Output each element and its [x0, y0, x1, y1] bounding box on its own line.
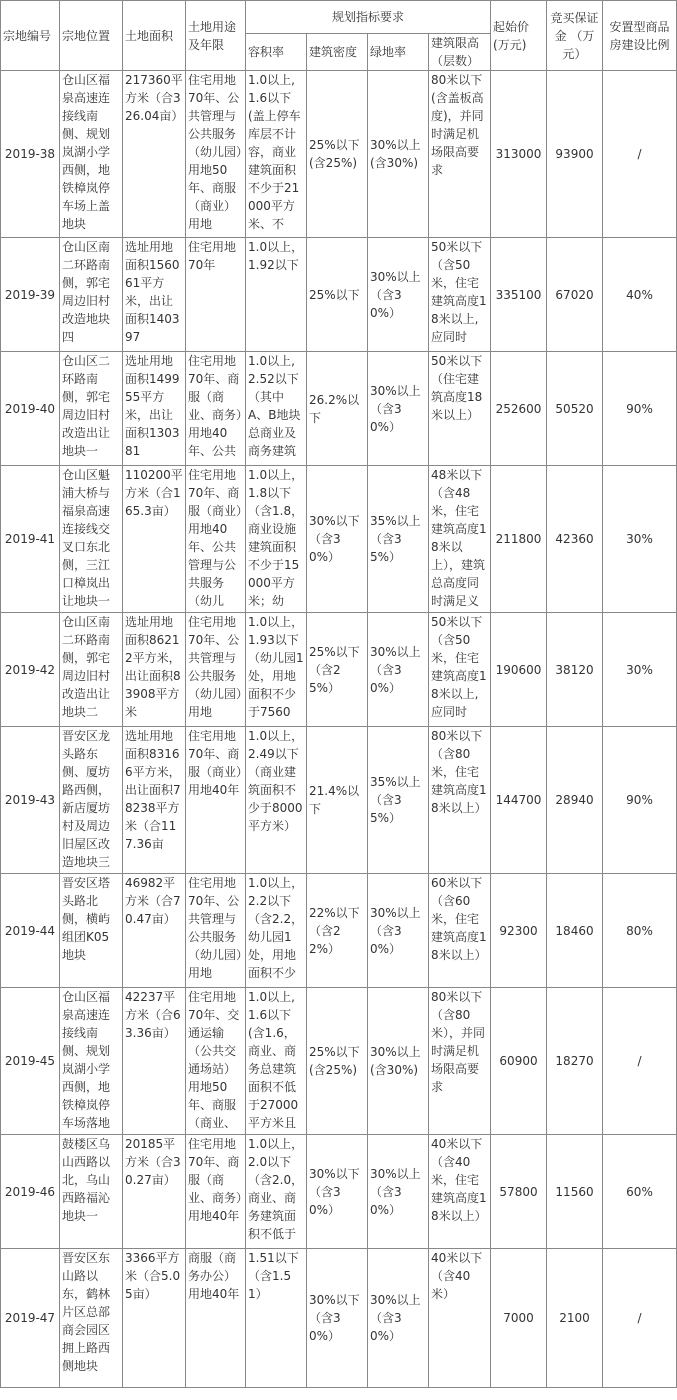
cell-area [123, 727, 186, 874]
table-row [1, 352, 677, 466]
cell-height-text: 80米以下(含盖板高度)，并同时满足机场限高要求 [431, 73, 484, 177]
cell-height [429, 1135, 491, 1249]
cell-deposit-text: 38120 [555, 662, 594, 677]
cell-id [1, 1249, 60, 1388]
cell-location-text: 仓山区福泉高速连接线南侧、规划岚湖小学西侧，地铁樟岚停车场落地 [62, 990, 111, 1130]
cell-start-price-text: 190600 [495, 662, 542, 677]
cell-density-text: 25%以下(含25%) [309, 1045, 360, 1077]
cell-use [186, 613, 246, 727]
cell-start-price-text: 92300 [499, 923, 538, 938]
cell-density-text: 25%以下（含25%） [309, 644, 360, 695]
cell-use-text: 住宅用地70年、公共管理与公共服务（幼儿园）用地 [188, 615, 243, 719]
cell-resettlement-text: 40% [626, 287, 653, 302]
cell-location [60, 1135, 123, 1249]
cell-location-text: 晋安区东山路以东，鹤林片区总部商会园区拥上路西侧地块 [62, 1251, 111, 1373]
cell-height-text: 50米以下（含50米，住宅建筑高度18米以上,应同时 [431, 615, 487, 719]
cell-density-text: 22%以下（含22%） [309, 905, 360, 956]
cell-resettlement [603, 874, 677, 988]
cell-area-text: 20185平方米（合30.27亩） [125, 1137, 181, 1187]
header-height: 建筑限高（层数） [429, 34, 491, 71]
cell-id-text: 2019-47 [4, 1311, 56, 1325]
cell-id-text: 2019-41 [4, 532, 56, 546]
cell-resettlement [603, 727, 677, 874]
cell-id [1, 613, 60, 727]
cell-height [429, 352, 491, 466]
cell-location [60, 71, 123, 238]
cell-deposit-text: 28940 [555, 793, 594, 807]
cell-height [429, 466, 491, 613]
cell-green [368, 1249, 429, 1388]
cell-id-text: 2019-45 [4, 1054, 56, 1068]
cell-density-text: 25%以下(含25%) [309, 138, 360, 170]
cell-far-text: 1.0以上，2.0以下（含2.0，商业、商务建筑面积不低于 [248, 1137, 304, 1241]
cell-resettlement-text: 30% [626, 532, 653, 546]
cell-density [307, 613, 368, 727]
cell-deposit-text: 67020 [555, 287, 594, 302]
cell-green-text: 30%以上（含30%） [370, 905, 421, 956]
cell-deposit-text: 2100 [559, 1311, 590, 1325]
cell-area [123, 352, 186, 466]
cell-area [123, 71, 186, 238]
cell-start-price-text: 144700 [495, 793, 542, 807]
cell-resettlement [603, 613, 677, 727]
cell-deposit [547, 352, 603, 466]
cell-deposit [547, 71, 603, 238]
table-row [1, 466, 677, 613]
cell-area-text: 3366平方米（合5.05亩） [125, 1251, 181, 1301]
cell-use-text: 住宅用地70年 [188, 240, 237, 272]
cell-far [246, 238, 307, 352]
cell-use [186, 238, 246, 352]
cell-area-text: 选址用地面积149955平方米，出让面积130381 [125, 354, 180, 458]
cell-green [368, 238, 429, 352]
cell-id [1, 71, 60, 238]
cell-height-text: 80米以下（含80米，住宅建筑高度18米以上） [431, 729, 487, 815]
cell-start-price-text: 57800 [499, 1184, 538, 1199]
cell-id-text: 2019-42 [4, 662, 56, 677]
header-far: 容积率 [246, 34, 307, 71]
cell-area [123, 466, 186, 613]
cell-start-price [491, 874, 547, 988]
cell-far [246, 874, 307, 988]
cell-location-text: 仓山区南二环路南侧，郭宅周边旧村改造地块四 [62, 240, 111, 344]
cell-resettlement [603, 1249, 677, 1388]
cell-far [246, 1135, 307, 1249]
cell-far-text: 1.0以上，1.92以下 [248, 240, 304, 272]
cell-location-text: 仓山区魁浦大桥与福泉高速连接线交叉口东北侧，三江口樟岚出让地块一 [62, 468, 111, 608]
cell-height [429, 238, 491, 352]
cell-far-text: 1.0以上，2.2以下（含2.2，幼儿园1处，用地面积不少 [248, 876, 304, 980]
cell-height [429, 874, 491, 988]
cell-resettlement-text: / [637, 147, 642, 161]
cell-use-text: 住宅用地70年、商服（商业、商务）用地40年 [188, 1137, 243, 1223]
table-row [1, 1135, 677, 1249]
cell-use-text: 住宅用地70年、交通运输（公共交通场站）用地50年、商服（商业、 [188, 990, 240, 1130]
cell-density [307, 71, 368, 238]
cell-deposit [547, 466, 603, 613]
cell-resettlement [603, 466, 677, 613]
header-planning-group: 规划指标要求 [246, 1, 491, 34]
cell-deposit [547, 613, 603, 727]
cell-resettlement-text: 60% [626, 1184, 653, 1199]
cell-deposit-text: 18460 [555, 923, 594, 938]
header-resettlement: 安置型商品房建设比例 [603, 1, 677, 71]
cell-resettlement-text: / [637, 1311, 642, 1325]
cell-density-text: 30%以下（含30%） [309, 1293, 360, 1343]
cell-green-text: 30%以上（含30%） [370, 1293, 421, 1343]
cell-id-text: 2019-40 [4, 401, 56, 416]
header-deposit: 竞买保证金 （万元） [547, 1, 603, 71]
table-row [1, 727, 677, 874]
cell-use [186, 988, 246, 1135]
cell-green [368, 352, 429, 466]
cell-start-price-text: 60900 [499, 1054, 538, 1068]
cell-density [307, 352, 368, 466]
cell-location [60, 238, 123, 352]
cell-start-price-text: 211800 [495, 532, 542, 546]
cell-deposit-text: 18270 [555, 1054, 594, 1068]
cell-far [246, 71, 307, 238]
header-location: 宗地位置 [60, 1, 123, 71]
cell-height [429, 71, 491, 238]
cell-far [246, 988, 307, 1135]
cell-height-text: 48米以下（含48米，住宅建筑高度18米以上），建筑总高度同时满足义 [431, 468, 487, 608]
cell-id-text: 2019-38 [4, 147, 56, 161]
cell-height-text: 40米以下（含40米） [431, 1251, 483, 1301]
cell-far [246, 466, 307, 613]
cell-id [1, 727, 60, 874]
cell-resettlement [603, 988, 677, 1135]
cell-id-text: 2019-46 [4, 1184, 56, 1199]
cell-id [1, 1135, 60, 1249]
cell-height [429, 1249, 491, 1388]
cell-deposit [547, 988, 603, 1135]
cell-location [60, 466, 123, 613]
cell-start-price-text: 313000 [495, 147, 542, 161]
cell-area-text: 选址用地面积83166平方米，出让面积78238平方米（合117.36亩 [125, 729, 181, 851]
cell-deposit [547, 238, 603, 352]
cell-use [186, 874, 246, 988]
cell-start-price [491, 352, 547, 466]
cell-id [1, 988, 60, 1135]
cell-area [123, 1249, 186, 1388]
cell-resettlement-text: 80% [626, 923, 653, 938]
cell-height [429, 988, 491, 1135]
cell-far-text: 1.0以上,2.52以下（其中A、B地块总商业及商务建筑 [248, 354, 301, 458]
cell-far [246, 1249, 307, 1388]
cell-id [1, 874, 60, 988]
cell-area-text: 42237平方米（合63.36亩） [125, 990, 181, 1040]
cell-height-text: 60米以下（含60米，住宅建筑高度18米以上） [431, 876, 487, 962]
cell-use-text: 住宅用地70年、商服（商业、商务）用地40年、公共 [188, 354, 243, 458]
cell-area [123, 613, 186, 727]
table-row [1, 71, 677, 238]
cell-location [60, 1249, 123, 1388]
cell-start-price [491, 238, 547, 352]
cell-start-price-text: 7000 [503, 1311, 534, 1325]
cell-deposit [547, 727, 603, 874]
cell-start-price-text: 335100 [495, 287, 542, 302]
cell-start-price [491, 988, 547, 1135]
cell-location-text: 晋安区龙头路东侧、厦坊路西侧，新店厦坊村及周边旧屋区改造地块三 [62, 729, 111, 869]
cell-green [368, 466, 429, 613]
cell-density-text: 25%以下 [309, 287, 360, 302]
cell-far-text: 1.0以上,1.6以下(盖上停车库层不计容，商业建筑面积不少于21000平方米、不 [248, 73, 301, 231]
cell-green-text: 30%以上(含30%) [370, 1045, 421, 1077]
header-start-price: 起始价(万元) [491, 1, 547, 71]
cell-id [1, 238, 60, 352]
cell-location [60, 874, 123, 988]
cell-id-text: 2019-43 [4, 793, 56, 807]
cell-resettlement [603, 352, 677, 466]
cell-location [60, 352, 123, 466]
cell-id-text: 2019-44 [4, 923, 56, 938]
cell-location-text: 鼓楼区乌山西路以北，乌山西路福沁地块一 [62, 1137, 111, 1223]
cell-density [307, 727, 368, 874]
cell-area [123, 988, 186, 1135]
cell-height-text: 50米以下（含50米，住宅建筑高度18米以上,应同时 [431, 240, 487, 344]
cell-location-text: 仓山区福泉高速连接线南侧、规划岚湖小学西侧，地铁樟岚停车场上盖地块 [62, 73, 111, 231]
cell-height [429, 613, 491, 727]
header-area: 土地面积 [123, 1, 186, 71]
cell-start-price [491, 1135, 547, 1249]
cell-far-text: 1.0以上，2.49以下（商业建筑面积不少于8000平方米） [248, 729, 304, 833]
table-row [1, 874, 677, 988]
cell-far [246, 352, 307, 466]
cell-start-price [491, 613, 547, 727]
cell-deposit [547, 1249, 603, 1388]
cell-far-text: 1.0以上,1.6以下(含1.6，商业、商务总建筑面积不低于27000平方米且 [248, 990, 299, 1130]
cell-location-text: 晋安区塔头路北侧，横屿组团K05地块 [62, 876, 111, 962]
cell-density-text: 30%以下（含30%） [309, 514, 360, 564]
cell-use [186, 71, 246, 238]
cell-deposit-text: 50520 [555, 401, 594, 416]
cell-density-text: 26.2%以下 [309, 392, 360, 425]
cell-deposit [547, 1135, 603, 1249]
cell-resettlement-text: 90% [626, 401, 653, 416]
table-header [1, 1, 677, 71]
cell-green-text: 30%以上(含30%) [370, 138, 421, 170]
cell-density [307, 238, 368, 352]
cell-location-text: 仓山区南二环路南侧，郭宅周边旧村改造出让地块二 [62, 615, 111, 719]
cell-area [123, 1135, 186, 1249]
cell-resettlement-text: / [637, 1054, 642, 1068]
cell-location [60, 613, 123, 727]
cell-use [186, 352, 246, 466]
cell-use [186, 466, 246, 613]
cell-green-text: 35%以上（含35%） [370, 514, 421, 564]
cell-green-text: 30%以上（含30%） [370, 269, 421, 320]
cell-resettlement-text: 30% [626, 662, 653, 677]
table-row [1, 613, 677, 727]
cell-area-text: 46982平方米（合70.47亩） [125, 876, 181, 926]
cell-start-price [491, 1249, 547, 1388]
cell-start-price-text: 252600 [495, 401, 542, 416]
cell-deposit-text: 11560 [555, 1184, 594, 1199]
cell-use [186, 1249, 246, 1388]
cell-area-text: 选址用地面积156061平方米，出让面积140397 [125, 240, 180, 344]
header-use: 土地用途及年限 [186, 1, 246, 71]
table-row [1, 238, 677, 352]
cell-area [123, 874, 186, 988]
cell-area [123, 238, 186, 352]
cell-far-text: 1.0以上，1.8以下（含1.8，商业设施建筑面积不少于15000平方米；幼 [248, 468, 304, 608]
cell-area-text: 选址用地面积86212平方米，出让面积83908平方米 [125, 615, 181, 719]
cell-use-text: 住宅用地70年、公共管理与公共服务（幼儿园）用地50年、商服（商业）用地 [188, 73, 243, 231]
cell-height-text: 40米以下（含40米，住宅建筑高度18米以上） [431, 1137, 487, 1223]
cell-use-text: 住宅用地70年、公共管理与公共服务（幼儿园）用地 [188, 876, 243, 980]
cell-far-text: 1.0以上，1.93以下（幼儿园1处，用地面积不少于7560 [248, 615, 304, 719]
cell-green-text: 30%以上（含30%） [370, 383, 421, 434]
cell-area-text: 110200平方米（合165.3亩） [125, 468, 183, 518]
cell-resettlement [603, 1135, 677, 1249]
cell-density [307, 1135, 368, 1249]
cell-green [368, 988, 429, 1135]
cell-id-text: 2019-39 [4, 287, 56, 302]
cell-location [60, 988, 123, 1135]
cell-height-text: 50米以下（住宅建筑高度18米以上） [431, 354, 483, 422]
cell-green-text: 35%以上（含35%） [370, 775, 421, 825]
cell-use [186, 727, 246, 874]
cell-far [246, 613, 307, 727]
cell-resettlement-text: 90% [626, 793, 653, 807]
cell-use-text: 住宅用地70年、商服（商业）用地40年、公共管理与公共服务（幼儿 [188, 468, 243, 608]
cell-resettlement [603, 238, 677, 352]
cell-resettlement [603, 71, 677, 238]
cell-id [1, 352, 60, 466]
cell-use [186, 1135, 246, 1249]
cell-start-price [491, 71, 547, 238]
cell-green [368, 613, 429, 727]
cell-green [368, 1135, 429, 1249]
cell-location-text: 仓山区二环路南侧，郭宅周边旧村改造出让地块一 [62, 354, 111, 458]
cell-density [307, 1249, 368, 1388]
cell-deposit-text: 93900 [555, 147, 594, 161]
cell-use-text: 住宅用地70年、商服（商业）用地40年 [188, 729, 243, 797]
cell-far-text: 1.51以下（含1.51） [248, 1251, 299, 1301]
cell-id [1, 466, 60, 613]
cell-use-text: 商服（商务办公）用地40年 [188, 1251, 240, 1301]
cell-density [307, 988, 368, 1135]
header-density: 建筑密度 [307, 34, 368, 71]
cell-density-text: 21.4%以下 [309, 784, 360, 816]
cell-height [429, 727, 491, 874]
cell-density [307, 466, 368, 613]
cell-green-text: 30%以上（含30%） [370, 1166, 421, 1217]
table-row [1, 988, 677, 1135]
table-row [1, 1249, 677, 1388]
cell-location [60, 727, 123, 874]
table-body [1, 71, 677, 1388]
cell-deposit [547, 874, 603, 988]
cell-height-text: 80米以下（含80米），并同时满足机场限高要求 [431, 990, 486, 1094]
cell-area-text: 217360平方米（合326.04亩） [125, 73, 183, 123]
cell-start-price [491, 466, 547, 613]
cell-density-text: 30%以下（含30%） [309, 1166, 360, 1217]
cell-far [246, 727, 307, 874]
cell-deposit-text: 42360 [555, 532, 594, 546]
cell-green-text: 30%以上（含30%） [370, 644, 421, 695]
cell-density [307, 874, 368, 988]
header-id: 宗地编号 [1, 1, 60, 71]
cell-start-price [491, 727, 547, 874]
cell-green [368, 71, 429, 238]
cell-green [368, 727, 429, 874]
cell-green [368, 874, 429, 988]
header-green: 绿地率 [368, 34, 429, 71]
